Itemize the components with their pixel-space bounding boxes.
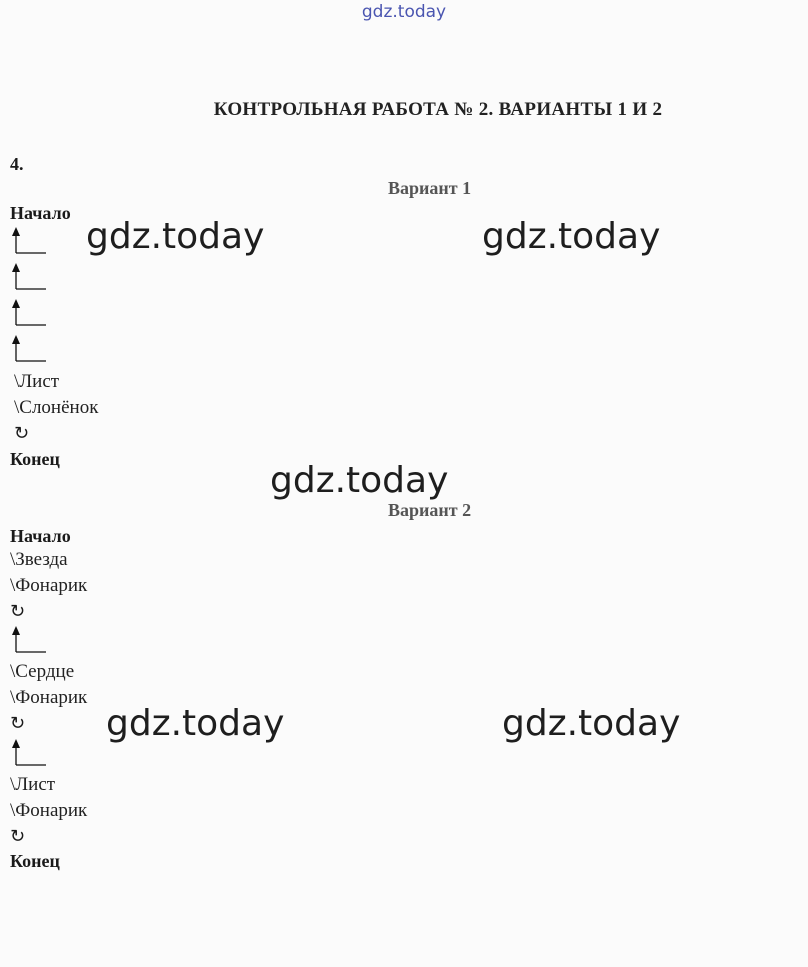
command-line: \Звезда	[10, 549, 68, 570]
variant2-end: Конец	[10, 851, 60, 871]
command-line: \Лист	[10, 774, 56, 795]
command-line: \Сердце	[10, 661, 75, 682]
command-line: \Лист	[14, 371, 60, 392]
turn-left-command-icon	[12, 227, 46, 255]
command-line: \Слонёнок	[14, 397, 99, 418]
rotate-icon: ↻	[14, 423, 30, 444]
watermark: gdz.today	[106, 703, 285, 744]
watermark: gdz.today	[270, 460, 449, 501]
variant2-heading: Вариант 2	[388, 500, 472, 520]
command-line: \Фонарик	[10, 800, 88, 821]
command-line: \Фонарик	[10, 687, 88, 708]
watermark: gdz.today	[86, 216, 265, 257]
rotate-icon: ↻	[10, 826, 26, 847]
command-line: \Фонарик	[10, 575, 88, 596]
turn-left-command-icon	[12, 299, 46, 327]
rotate-icon: ↻	[10, 601, 26, 622]
turn-left-command-icon	[12, 263, 46, 291]
variant1-start: Начало	[10, 203, 71, 223]
turn-left-command-icon	[12, 739, 46, 767]
page-title: КОНТРОЛЬНАЯ РАБОТА № 2. ВАРИАНТЫ 1 И 2	[213, 99, 663, 120]
watermark: gdz.today	[502, 703, 681, 744]
turn-left-command-icon	[12, 626, 46, 654]
rotate-icon: ↻	[10, 713, 26, 734]
task-number: 4.	[10, 154, 24, 174]
variant2-start: Начало	[10, 526, 71, 546]
watermark: gdz.today	[482, 216, 661, 257]
turn-left-command-icon	[12, 335, 46, 363]
variant1-end: Конец	[10, 449, 60, 469]
top-watermark: gdz.today	[361, 2, 447, 22]
variant1-heading: Вариант 1	[388, 178, 472, 198]
